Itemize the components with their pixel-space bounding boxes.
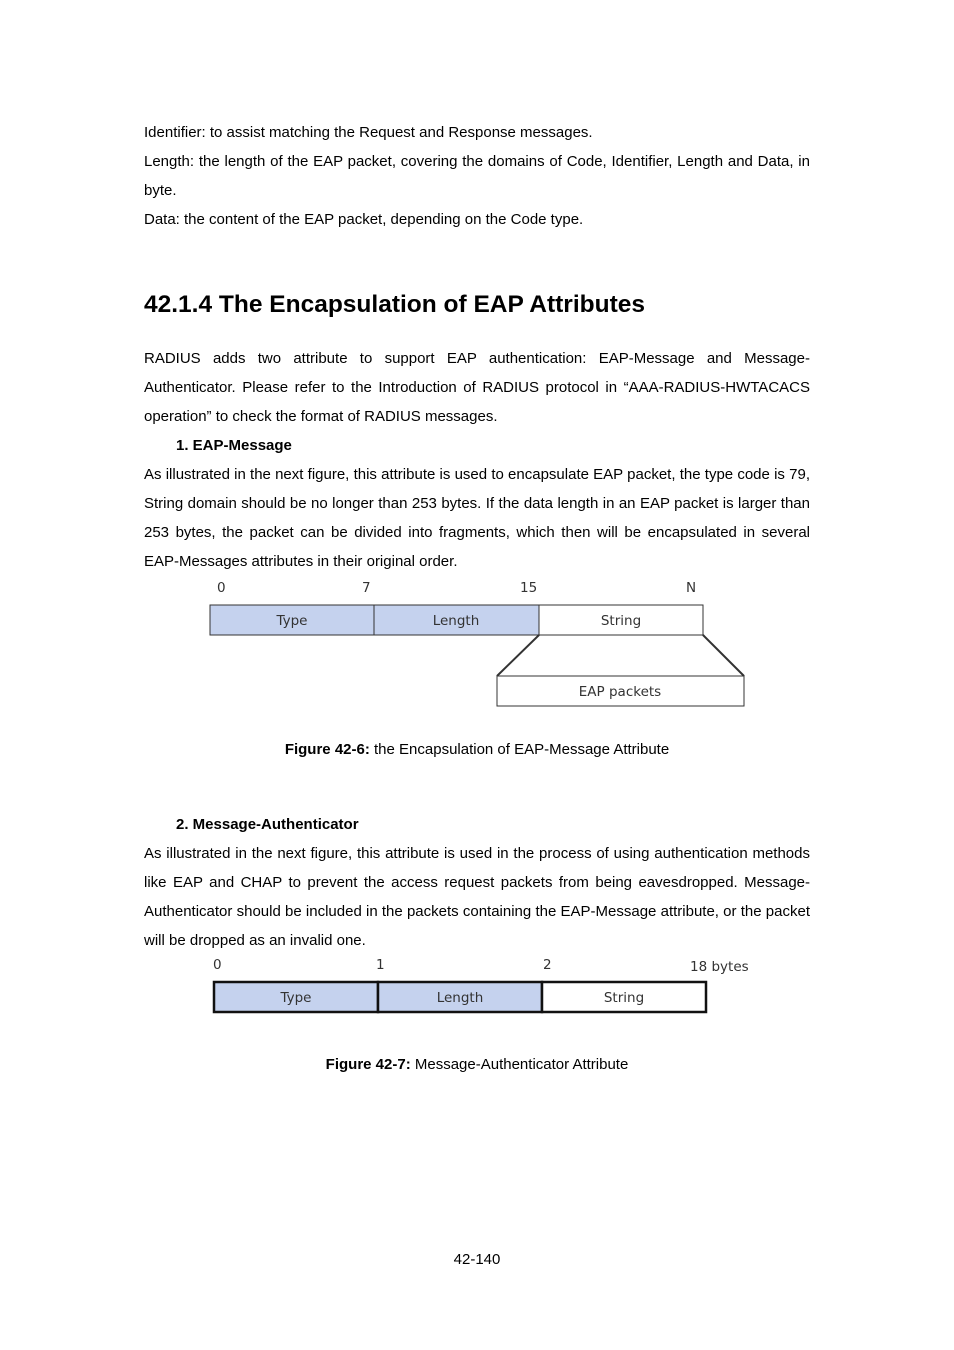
- section-title: 42.1.4 The Encapsulation of EAP Attributes: [144, 291, 645, 318]
- field-label: String: [600, 613, 642, 629]
- message-authenticator-figure: [144, 957, 810, 1023]
- tick-label: 18 bytes: [690, 959, 749, 975]
- tick-label: 1: [376, 957, 385, 973]
- field-label: Type: [280, 990, 312, 1006]
- tick-label: 2: [543, 957, 552, 973]
- tick-label: N: [686, 580, 697, 596]
- figure-42-7-caption: [144, 1055, 810, 1075]
- tick-label: 7: [362, 580, 371, 596]
- eap-packets-label: EAP packets: [578, 684, 662, 700]
- expansion-line-left: [497, 635, 539, 676]
- tick-label: 0: [213, 957, 222, 973]
- field-label: Length: [432, 613, 480, 629]
- section-intro: RADIUS adds two attribute to support EAP authentication: EAP-Message and Message-Authenticator. Please refer to the Introduction of RADIUS protocol in “AAA-RADIUS-HWTACACS operation” to check the format of RADIUS messages.: [144, 350, 810, 425]
- eap-message-body: As illustrated in the next figure, this attribute is used to encapsulate EAP packet, the type code is 79, String domain should be no longer than 253 bytes. If the data length in an EAP packet is larger than 253 bytes, the packet can be divided into fragments, which then will be encapsulated in several EAP-Messages attributes in their original order.: [144, 466, 810, 570]
- caption-label: Figure 42-6:: [284, 741, 370, 758]
- length-paragraph: Length: the length of the EAP packet, covering the domains of Code, Identifier, Length and Data, in byte.: [144, 153, 810, 199]
- caption-label: Figure 42-7:: [325, 1056, 411, 1073]
- identifier-paragraph: Identifier: to assist matching the Request and Response messages.: [144, 124, 593, 141]
- expansion-line-right: [703, 635, 744, 676]
- tick-label: 0: [217, 580, 226, 596]
- caption-text: Message-Authenticator Attribute: [410, 1056, 629, 1073]
- field-label: String: [603, 990, 645, 1006]
- message-authenticator-heading: 2. Message-Authenticator: [176, 816, 359, 833]
- field-label: Length: [436, 990, 484, 1006]
- message-authenticator-body: As illustrated in the next figure, this attribute is used in the process of using authentication methods like EAP and CHAP to prevent the access request packets from being eavesdropped. Message-Authenticator should be included in the packets containing the EAP-Message attribute, or the packet will be dropped as an invalid one.: [144, 845, 810, 949]
- document-body: [144, 118, 810, 1075]
- eap-message-figure: [144, 578, 810, 722]
- figure-42-6-caption: [144, 740, 810, 760]
- message-authenticator-diagram: [144, 957, 810, 1023]
- caption-text: the Encapsulation of EAP-Message Attribute: [369, 741, 670, 758]
- eap-message-heading: 1. EAP-Message: [176, 437, 292, 454]
- field-label: Type: [276, 613, 308, 629]
- eap-message-diagram: [144, 578, 810, 722]
- tick-label: 15: [520, 580, 538, 596]
- page-number: 42-140: [453, 1251, 501, 1268]
- data-paragraph: Data: the content of the EAP packet, depending on the Code type.: [144, 211, 584, 228]
